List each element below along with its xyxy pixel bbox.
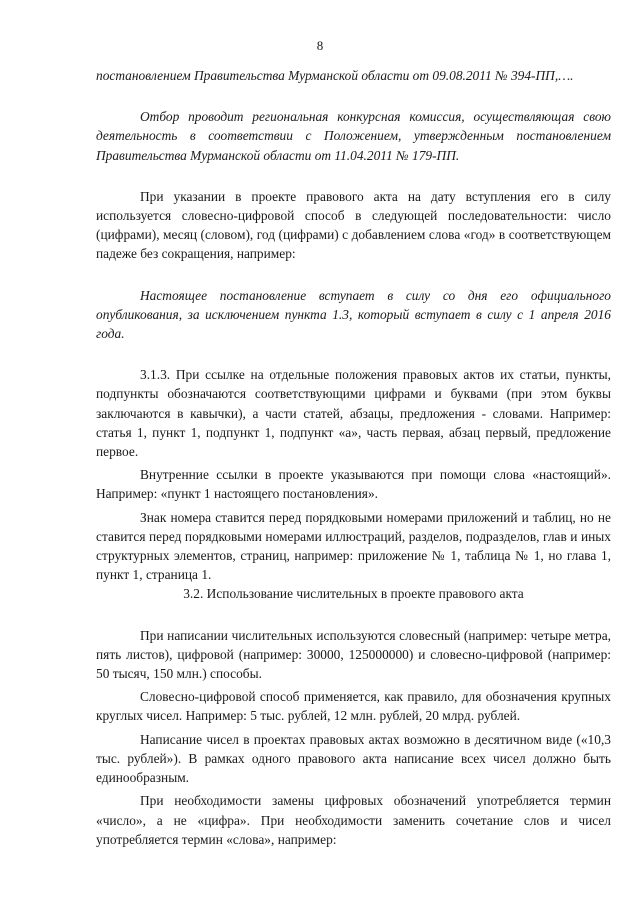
- paragraph-internal-references: Внутренние ссылки в проекте указываются при помощи слова «настоящий». Например: «пункт 1 настоящего постановления».: [96, 467, 611, 502]
- paragraph-word-digit-method: Словесно-цифровой способ применяется, как правило, для обозначения крупных круглых чисел. Например: 5 тыс. рублей, 12 млн. рублей, 20 млрд. рублей.: [96, 689, 611, 724]
- paragraph-decimal-notation: Написание чисел в проектах правовых актах возможно в десятичном виде («10,3 тыс. рублей»). В рамках одного правового акта написание всех чисел должно быть единообразным.: [96, 731, 611, 786]
- example-paragraph-effective-date: Настоящее постановление вступает в силу со дня его официального опубликования, за исключением пункта 1.3, который вступает в силу с 1 апреля 2016 года.: [96, 287, 611, 342]
- paragraph-number-sign: Знак номера ставится перед порядковыми номерами приложений и таблиц, но не ставится перед порядковыми номерами иллюстраций, разделов, подразделов, глав и иных структурных элементов, страниц, например: приложение № 1, таблица № 1, но глава 1, пункт 1, страница 1.: [96, 509, 611, 583]
- example-paragraph-continuation: постановлением Правительства Мурманской области от 09.08.2011 № 394-ПП,….: [96, 68, 574, 83]
- paragraph-number-term: При необходимости замены цифровых обозначений употребляется термин «число», а не «цифра». При необходимости заменить сочетание слов и чисел употребляется термин «слова», например:: [96, 793, 611, 847]
- example-paragraph-selection-commission: Отбор проводит региональная конкурсная комиссия, осуществляющая свою деятельность в соответствии с Положением, утвержденным постановлением Правительства Мурманской области от 11.04.2011 № 179-ПП.: [96, 109, 611, 163]
- section-heading-3-2: 3.2. Использование числительных в проекте правового акта: [183, 586, 524, 602]
- paragraph-effective-date-rule: При указании в проекте правового акта на дату вступления его в силу используется словесно-цифровой способ в следующей последовательности: число (цифрами), месяц (словом), год (цифрами) с добавлением слова «год» в соответствующем падеже без сокращения, например:: [96, 188, 611, 262]
- paragraph-numerals-methods: При написании числительных используются словесный (например: четыре метра, пять листов), цифровой (например: 30000, 125000000) и словесно-цифровой (например: 50 тысяч, 150 млн.) способы.: [96, 627, 611, 682]
- paragraph-3-1-3-references: 3.1.3. При ссылке на отдельные положения правовых актов их статьи, пункты, подпункты обозначаются соответствующими цифрами и буквами (при этом буквы заключаются в кавычки), а части статей, абзацы, предложения - словами. Например: статья 1, пункт 1, подпункт 1, подпункт «а», часть первая, абзац первый, предложение первое.: [96, 367, 611, 460]
- document-body: [96, 66, 611, 849]
- page-number: 8: [316, 38, 324, 53]
